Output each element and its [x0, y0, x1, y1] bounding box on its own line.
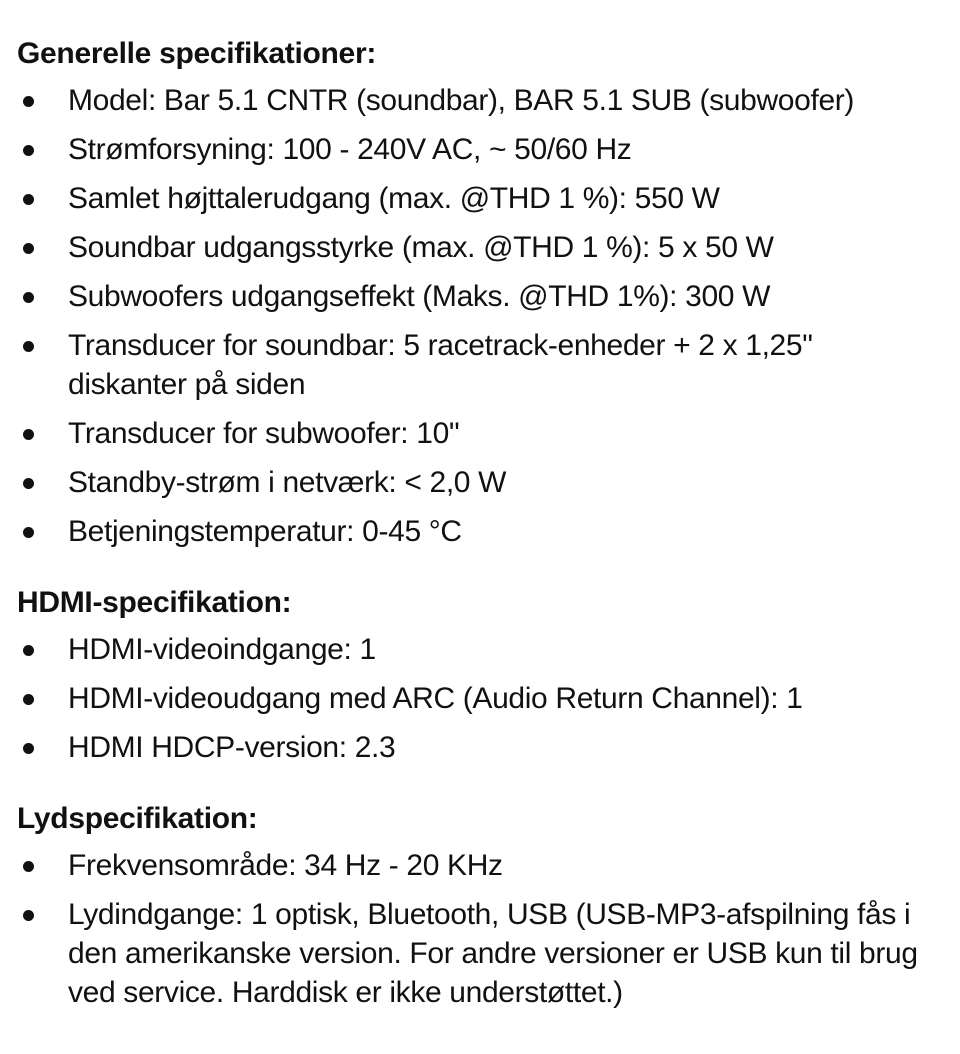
bullet-icon	[23, 645, 34, 656]
section-hdmi	[17, 583, 930, 767]
bullet-icon	[23, 341, 34, 352]
list-item: Transducer for soundbar: 5 racetrack-enheder + 2 x 1,25" diskanter på siden	[17, 326, 930, 404]
bullet-icon	[23, 910, 34, 921]
bullet-icon	[23, 292, 34, 303]
list-item: HDMI HDCP-version: 2.3	[17, 728, 930, 767]
section-general	[17, 34, 930, 551]
list-item: Standby-strøm i netværk: < 2,0 W	[17, 463, 930, 502]
bullet-icon	[23, 243, 34, 254]
spec-list	[17, 630, 930, 767]
bullet-icon	[23, 194, 34, 205]
bullet-icon	[23, 96, 34, 107]
section-audio	[17, 799, 930, 1012]
spec-list	[17, 81, 930, 551]
list-item: Strømforsyning: 100 - 240V AC, ~ 50/60 Hz	[17, 130, 930, 169]
section-title: Lydspecifikation:	[17, 802, 258, 835]
list-item: Transducer for subwoofer: 10"	[17, 414, 930, 453]
bullet-icon	[23, 145, 34, 156]
list-item: HDMI-videoudgang med ARC (Audio Return Channel): 1	[17, 679, 930, 718]
section-title: HDMI-specifikation:	[17, 586, 292, 619]
list-item: Model: Bar 5.1 CNTR (soundbar), BAR 5.1 SUB (subwoofer)	[17, 81, 930, 120]
bullet-icon	[23, 527, 34, 538]
list-item: Subwoofers udgangseffekt (Maks. @THD 1%): 300 W	[17, 277, 930, 316]
list-item: Betjeningstemperatur: 0-45 °C	[17, 512, 930, 551]
list-item: Lydindgange: 1 optisk, Bluetooth, USB (USB-MP3-afspilning fås i den amerikanske version. For andre versioner er USB kun til brug ved service. Harddisk er ikke understøttet.)	[17, 895, 930, 1012]
list-item: HDMI-videoindgange: 1	[17, 630, 930, 669]
spec-list	[17, 846, 930, 1012]
bullet-icon	[23, 429, 34, 440]
bullet-icon	[23, 743, 34, 754]
bullet-icon	[23, 478, 34, 489]
list-item: Samlet højttalerudgang (max. @THD 1 %): 550 W	[17, 179, 930, 218]
section-title: Generelle specifikationer:	[17, 37, 377, 70]
list-item: Soundbar udgangsstyrke (max. @THD 1 %): 5 x 50 W	[17, 228, 930, 267]
list-item: Frekvensområde: 34 Hz - 20 KHz	[17, 846, 930, 885]
bullet-icon	[23, 694, 34, 705]
bullet-icon	[23, 861, 34, 872]
